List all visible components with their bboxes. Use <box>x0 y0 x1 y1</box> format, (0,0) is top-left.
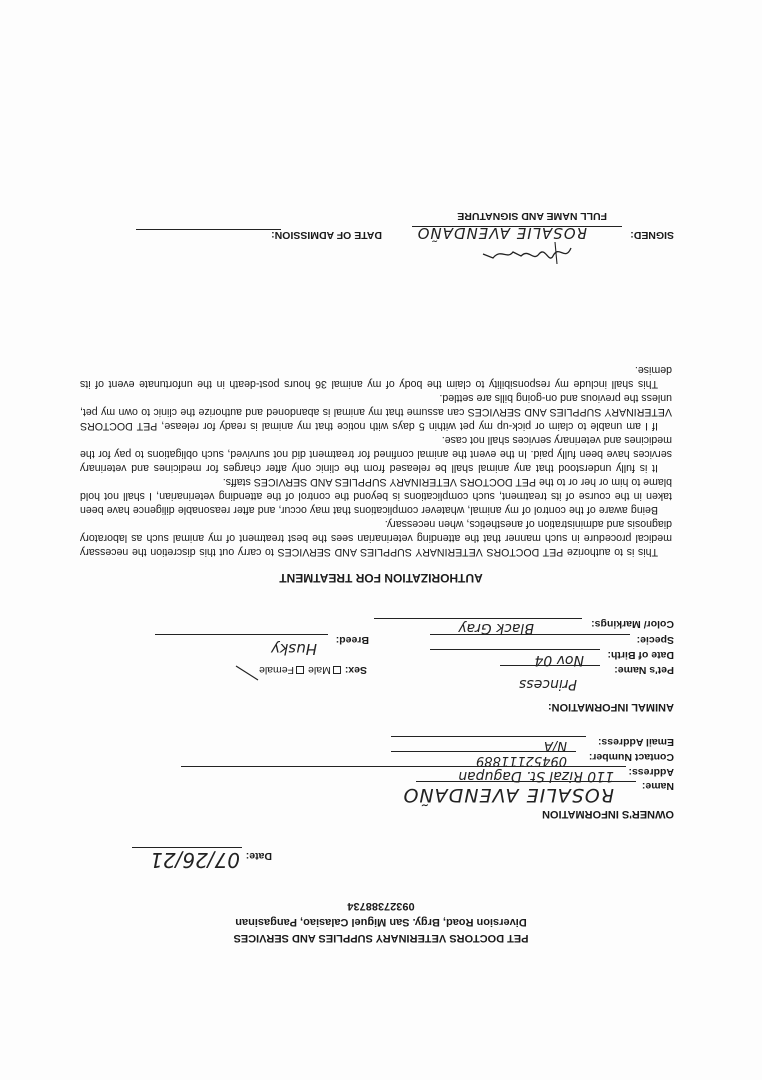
authorization-paragraph-1: This is to authorize PET DOCTORS VETERINARY SUPPLIES AND SERVICES to carry out this discretion the necessary medical procedure in such manner that the attending veterinarian sees the best treatment of my animal such as laboratory diagnosis and administration of anesthetics, when necessary. <box>80 518 672 558</box>
authorization-paragraph-3: It is fully understood that any animal shall be released from the clinic only after charges for medicines and veterinary services have been fully paid. In the event the animal confined for treatment did not survived, such obligations to pay for the medicines and veterinary services shall not case. <box>80 434 672 474</box>
color-value: Black Gray <box>458 620 534 636</box>
date-line <box>132 847 242 848</box>
male-checkbox[interactable] <box>333 666 341 674</box>
sex-field <box>259 664 367 676</box>
authorization-paragraph-2: Being aware of the control of my animal, whatever complications that may occur, and after reasonable diligence have been taken in the course of its treatment, such complications is beyond the control of the attending veterinarian, I shall not hold blame to him or her or to the PET DOCTORS VETERINARY SUPPLIES AND SERVICES staffs. <box>80 476 672 516</box>
authorization-paragraph-5: This shall include my responsibility to claim the body of my animal 36 hours post-death in the unfortunate event of its demise. <box>80 364 672 390</box>
animal-section-title: ANIMAL INFORMATION: <box>547 701 674 713</box>
breed-line <box>155 634 328 635</box>
sex-label: Sex: <box>344 664 367 676</box>
clinic-phone: 09327388734 <box>347 900 415 912</box>
owner-name-value: ROSALIE AVENDAÑO <box>402 784 614 806</box>
signed-label: SIGNED: <box>630 229 674 241</box>
female-label: Female <box>259 664 295 676</box>
owner-address-value: 110 Rizal St. Dagupan <box>458 768 614 784</box>
dob-label: Date of Birth: <box>607 649 674 661</box>
signature-caption: FULL NAME AND SIGNATURE <box>457 210 607 222</box>
owner-address-label: Address: <box>628 766 674 778</box>
clinic-address: Diversion Road, Brgy. San Miguel Calasiao, Pangasinan <box>235 916 527 928</box>
pet-name-label: Pet's Name: <box>614 664 674 676</box>
clinic-name: PET DOCTORS VETERINARY SUPPLIES AND SERVICES <box>233 932 529 944</box>
pet-name-value: Princess <box>519 676 577 692</box>
date-of-admission-label: DATE OF ADMISSION: <box>271 229 382 241</box>
email-label: Email Address: <box>597 736 674 748</box>
date-value: 07/26/21 <box>150 848 240 872</box>
breed-value: Husky <box>270 640 317 658</box>
dob-line <box>430 649 600 650</box>
date-label: Date: <box>245 850 272 862</box>
email-line <box>391 736 586 737</box>
breed-label: Breed: <box>335 634 369 646</box>
male-label: Male <box>308 664 331 676</box>
signature-line <box>412 226 622 227</box>
color-label: Color/ Markings: <box>591 618 674 630</box>
female-check-mark <box>234 662 260 684</box>
authorization-body <box>80 363 672 559</box>
dob-value: Nov 04 <box>534 652 584 668</box>
female-checkbox[interactable] <box>296 666 304 674</box>
contact-value: 09452111889 <box>476 753 567 768</box>
signed-name: ROSALIE AVENDAÑO <box>416 224 587 242</box>
authorization-paragraph-4: If I am unable to claim or pick-up my pet within 5 days with notice that my animal is ready for release, PET DOCTORS VETERINARY SUPPLIES AND SERVICES can assume that my animal is abandoned and authorize the clinic to own my pet, unless the previous and on-going bills are settled. <box>80 392 672 432</box>
color-line <box>374 618 582 619</box>
contact-label: Contact Number: <box>588 751 674 763</box>
authorization-title: AUTHORIZATION FOR TREATMENT <box>279 571 483 585</box>
date-of-admission-line <box>136 229 281 230</box>
email-value: N/A <box>544 738 567 753</box>
owner-section-title: OWNER'S INFORMATION <box>542 808 674 820</box>
specie-label: Specie: <box>636 634 674 646</box>
owner-name-label: Name: <box>641 780 674 792</box>
